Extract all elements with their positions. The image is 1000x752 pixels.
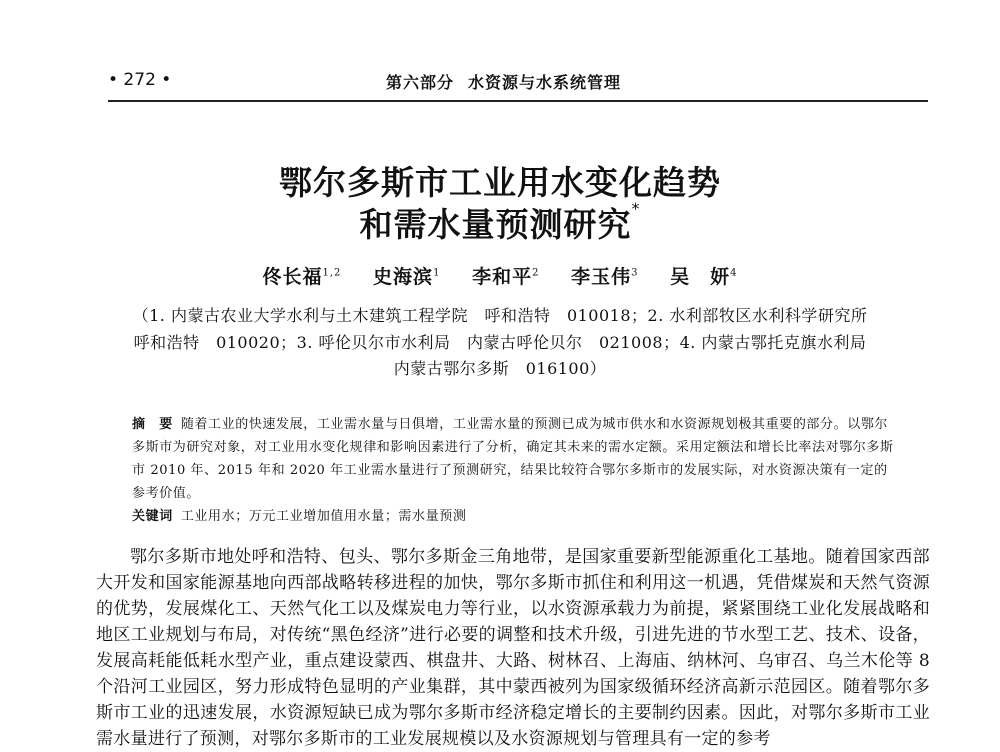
author-affiliation-index: 3 (631, 267, 639, 279)
affiliation-line-1: （1. 内蒙古农业大学水利与土木建筑工程学院 呼和浩特 010018；2. 水利部牧区水利科学研究所 (132, 306, 868, 325)
author-name: 李玉伟 (571, 266, 632, 288)
keywords (132, 505, 900, 524)
author (571, 262, 638, 289)
author (373, 262, 440, 289)
abstract-label: 摘 要 (132, 417, 173, 432)
keywords-text: 工业用水；万元工业增加值用水量；需水量预测 (180, 509, 467, 524)
author-list (0, 262, 1000, 289)
author-affiliation-index: 4 (730, 267, 738, 279)
header-rule (108, 100, 928, 102)
author-affiliation-index: 2 (532, 267, 540, 279)
page-header (108, 70, 928, 100)
author (263, 262, 342, 289)
author-name: 佟长福 (262, 266, 323, 288)
author-name: 史海滨 (373, 266, 434, 288)
title-footnote-marker: * (631, 199, 641, 218)
author-name: 吴 妍 (670, 266, 731, 288)
running-title (386, 70, 621, 93)
author (670, 262, 737, 289)
author-name: 李和平 (472, 266, 533, 288)
author-affiliation-index: 1,2 (322, 267, 342, 279)
abstract-text: 随着工业的快速发展，工业需水量与日俱增，工业需水量的预测已成为城市供水和水资源规划极其重要的部分。以鄂尔多斯市为研究对象，对工业用水变化规律和影响因素进行了分析，确定其未来的需水定额。采用定额法和增长比率法对鄂尔多斯市 2010 年、2015 年和 2020 年工业需水量进行了预测研究，结果比较符合鄂尔多斯市的发展实际，对水资源决策有一定的参考价值。 (132, 417, 894, 501)
page-number: • 272 • (108, 70, 172, 90)
affiliation-line-3: 内蒙古鄂尔多斯 016100） (393, 359, 607, 378)
section-label: 水资源与水系统管理 (468, 73, 622, 92)
title-line-1: 鄂尔多斯市工业用水变化趋势 (279, 163, 721, 202)
author (472, 262, 539, 289)
body-paragraph: 鄂尔多斯市地处呼和浩特、包头、鄂尔多斯金三角地带，是国家重要新型能源重化工基地。随着国家西部大开发和国家能源基地向西部战略转移进程的加快，鄂尔多斯市抓住和利用这一机遇，凭借煤炭和天然气资源的优势，发展煤化工、天然气化工以及煤炭电力等行业，以水资源承载力为前提，紧紧围绕工业化发展战略和地区工业规划与布局，对传统“黑色经济”进行必要的调整和技术升级，引进先进的节水型工艺、技术、设备，发展高耗能低耗水型产业，重点建设蒙西、棋盘井、大路、树林召、上海庙、纳林河、乌审召、乌兰木伦等 8 个沿河工业园区，努力形成特色显明的产业集群，其中蒙西被列为国家级循环经济高新示范园区。随着鄂尔多斯市工业的迅速发展，水资源短缺已成为鄂尔多斯市经济稳定增长的主要制约因素。因此，对鄂尔多斯市工业需水量进行了预测，对鄂尔多斯市的工业发展规模以及水资源规划与管理具有一定的参考 (96, 547, 930, 749)
title-line-2 (0, 199, 1000, 246)
abstract (132, 413, 900, 505)
title-line-2-text: 和需水量预测研究 (359, 205, 632, 244)
affiliation-line-2: 呼和浩特 010020；3. 呼伦贝尔市水利局 内蒙古呼伦贝尔 021008；4. 内蒙古鄂托克旗水利局 (133, 333, 867, 352)
author-affiliation-index: 1 (433, 267, 441, 279)
part-label: 第六部分 (386, 73, 455, 92)
keywords-label: 关键词 (132, 509, 173, 524)
